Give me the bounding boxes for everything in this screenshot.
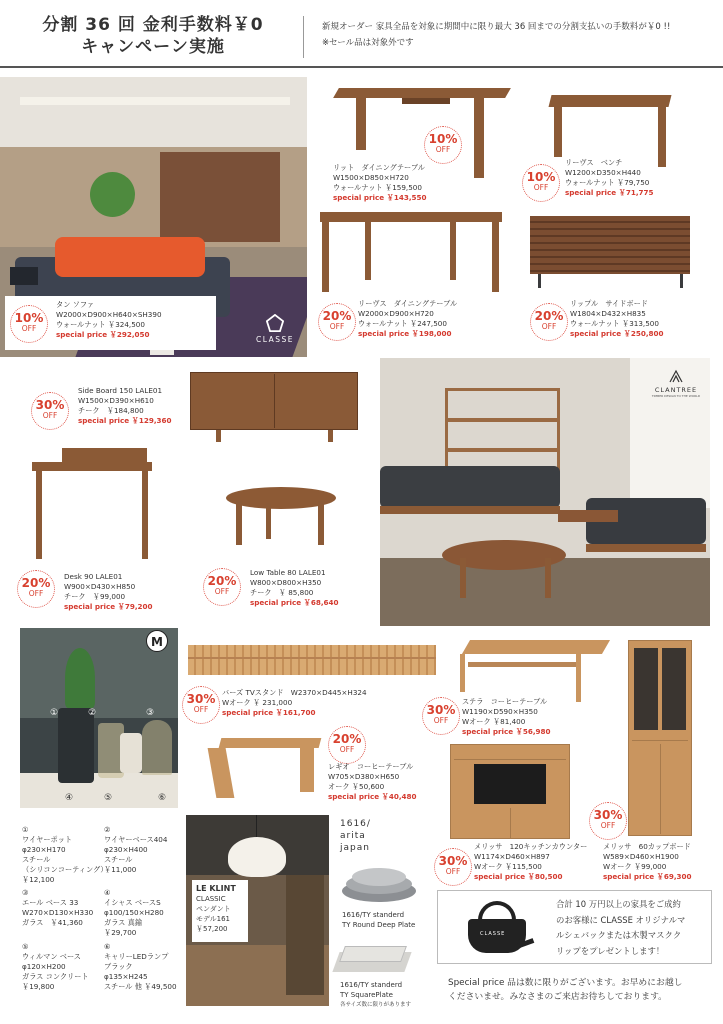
melissa-cup-discount-badge: 30% OFF — [589, 802, 627, 840]
vase-item: ⑥ キャリーLEDランプ ブラック φ135×H245 スチール 他 ￥49,500 — [104, 942, 177, 991]
leaves-bench-discount-badge: 10% OFF — [522, 164, 560, 202]
vase-item: ⑤ ウィルマン ベース φ120×H200 ガラス コンクリート ￥19,800 — [22, 942, 89, 991]
square-plate-info: 1616/TY standerd TY SquarePlate 各サイズ数に限りがあります — [340, 981, 412, 1008]
leaves-dining-table-image — [320, 212, 502, 297]
campaign-title-line2: キャンペーン実施 — [81, 37, 225, 57]
round-plates-image — [342, 866, 416, 906]
pentagon-logo-icon — [266, 314, 284, 332]
melissa-kitchen-discount-badge: 30% OFF — [434, 848, 472, 886]
barz-discount-badge: 30% OFF — [182, 686, 220, 724]
low-table-info: Low Table 80 LALE01 W800×D800×H350 チーク ￥ 85,800 special price ￥68,640 — [250, 568, 339, 607]
round-plate-info: 1616/TY standerd TY Round Deep Plate — [342, 911, 416, 929]
campaign-note-sub: ※セール品は対象外です — [322, 38, 414, 48]
vase-photo — [20, 628, 178, 808]
leaves-bench-image — [550, 95, 670, 165]
melissa-cupboard-image — [628, 640, 692, 836]
lego-info: レギオ コーヒーテーブル W705×D380×H650 オーク ￥50,600 special price ￥40,480 — [328, 762, 417, 801]
gift-box — [437, 890, 712, 964]
stella-table-image — [456, 640, 608, 702]
tan-sofa-info: タン ソファ W2000×D900×H640×SH390 ウォールナット ￥324,500 special price ￥292,050 — [56, 300, 162, 339]
m-brand-logo: M — [146, 630, 168, 652]
header-divider — [303, 16, 304, 58]
lit-table-discount-badge: 10% OFF — [424, 126, 462, 164]
desk90-info: Desk 90 LALE01 W900×D430×H850 チーク ￥99,000 special price ￥79,200 — [64, 572, 153, 611]
photo-number: ③ — [146, 708, 155, 718]
side-board-info: Side Board 150 LALE01 W1500×D390×H610 チーク ￥184,800 special price ￥129,360 — [78, 386, 172, 425]
photo-number: ② — [88, 708, 97, 718]
low-table-image — [226, 487, 336, 547]
vase-item: ② ワイヤーベース404 φ230×H400 スチール ￥11,000 — [104, 825, 168, 874]
photo-number: ⑥ — [158, 793, 167, 803]
photo-number: ① — [50, 708, 59, 718]
leaves-bench-info: リーヴス ベンチ W1200×D350×H440 ウォールナット ￥79,750 special price ￥71,775 — [565, 158, 654, 197]
header — [0, 0, 723, 70]
clantree-living-photo — [380, 358, 710, 626]
ripple-discount-badge: 20% OFF — [530, 303, 568, 341]
desk90-discount-badge: 20% OFF — [17, 570, 55, 608]
arita-brand: 1616/ arita japan — [340, 819, 371, 853]
header-rule — [0, 66, 723, 68]
melissa-kitchen-info: メリッサ 120キッチンカウンター W1174×D460×H897 Wオーク ￥115,500 special price ￥80,500 — [474, 842, 588, 881]
vase-item: ③ エール ベース 33 W270×D130×H330 ガラス ￥41,360 — [22, 888, 94, 927]
clantree-tree-icon — [668, 368, 684, 384]
photo-number: ④ — [65, 793, 74, 803]
campaign-title-line1: 分割 36 回 金利手数料￥0 — [42, 15, 264, 35]
melissa-kitchen-image — [450, 744, 570, 839]
lit-table-info: リット ダイニングテーブル W1500×D850×H720 ウォールナット ￥159,500 special price ￥143,550 — [333, 163, 427, 202]
leaves-table-info: リーヴス ダイニングテーブル W2000×D900×H720 ウォールナット ￥247,500 special price ￥198,000 — [358, 299, 458, 338]
classe-logo: CLASSE — [250, 314, 300, 344]
desk90-image — [32, 448, 152, 560]
ripple-info: リップル サイドボード W1804×D432×H835 ウォールナット ￥313,500 special price ￥250,800 — [570, 299, 664, 338]
campaign-note: 新規オーダー 家具全品を対象に期間中に限り最大 36 回までの分割支払いの手数料が￥0 !! — [322, 22, 671, 32]
ripple-sideboard-image — [530, 216, 690, 288]
side-board-discount-badge: 30% OFF — [31, 392, 69, 430]
le-klint-info: LE KLINT CLASSIC ペンダント モデル161 ￥57,200 — [196, 884, 236, 933]
vase-item: ④ イシャス ベースS φ100/150×H280 ガラス 真鍮 ￥29,700 — [104, 888, 164, 937]
lego-discount-badge: 20% OFF — [328, 726, 366, 764]
clantree-logo: CLANTREE TIMBER DESIGN TO THE WORLD — [645, 368, 707, 398]
melissa-cup-info: メリッサ 60カップボード W589×D460×H1900 Wオーク ￥99,000 special price ￥69,300 — [603, 842, 692, 881]
square-plates-image — [336, 942, 410, 974]
barz-info: バーズ TVスタンド W2370×D445×H324 Wオーク ￥ 231,000 special price ￥161,700 — [222, 688, 367, 717]
side-board-image — [190, 372, 358, 442]
stella-info: ステラ コーヒーテーブル W1190×D590×H350 Wオーク ￥81,400 special price ￥56,980 — [462, 697, 551, 736]
bag-logo-text: CLASSE — [480, 931, 506, 937]
tan-sofa-discount-badge: 10% OFF — [10, 305, 48, 343]
footer-note: Special price 品は数に限りがございます。お早めにお越し くださいませ。みなさまのご来店お待ちしております。 — [448, 978, 683, 1002]
leaves-table-discount-badge: 20% OFF — [318, 303, 356, 341]
photo-number: ⑤ — [104, 793, 113, 803]
gift-text: 合計 10 万円以上の家具をご成約 のお客様に CLASSE オリジナルマ ルシェバックまたは木製マスクク リップをプレゼントします！ — [556, 899, 686, 956]
vase-item: ① ワイヤーポット φ230×H170 スチール （シリコンコーティング） ￥12,100 — [22, 825, 108, 884]
lego-table-image — [210, 738, 322, 798]
low-table-discount-badge: 20% OFF — [203, 568, 241, 606]
barz-tv-stand-image — [188, 645, 436, 681]
stella-discount-badge: 30% OFF — [422, 697, 460, 735]
